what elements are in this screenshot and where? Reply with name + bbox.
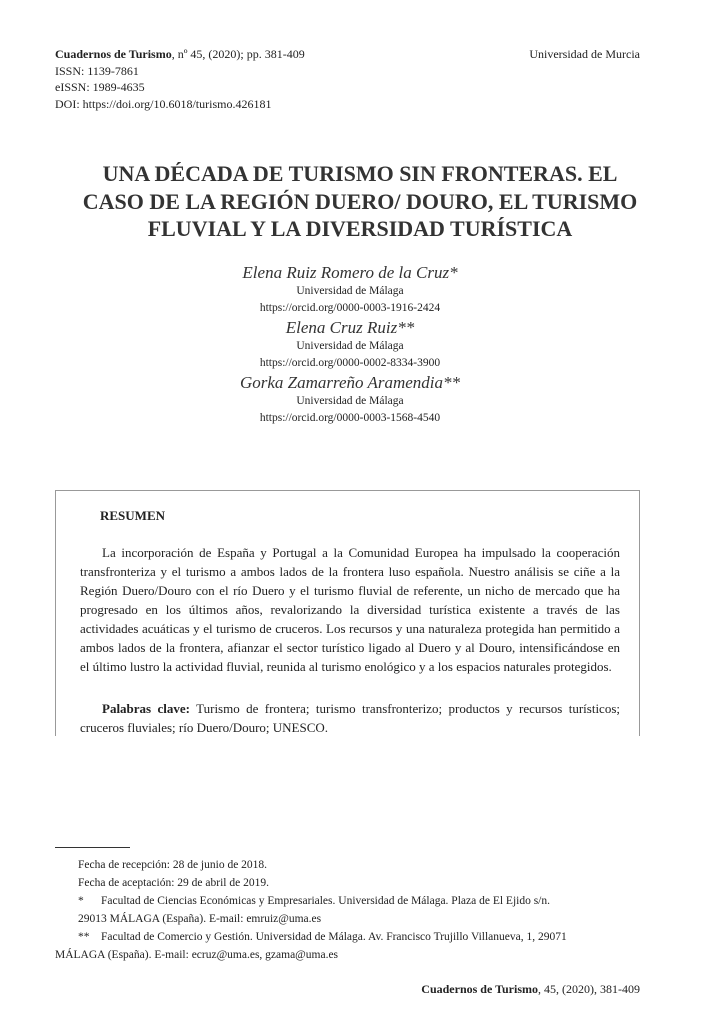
footnote-mark: *	[78, 895, 84, 907]
title-line-2: CASO DE LA REGIÓN DUERO/ DOURO, EL TURISMO	[82, 188, 638, 214]
doi-link[interactable]: DOI: https://doi.org/10.6018/turismo.426181	[55, 96, 272, 111]
footnote-1	[55, 892, 640, 910]
issn: ISSN: 1139-7861	[55, 63, 139, 78]
footnote-2-cont: MÁLAGA (España). E-mail: ecruz@uma.es, gzama@uma.es	[55, 949, 339, 961]
publisher: Universidad de Murcia	[529, 47, 640, 61]
journal-header	[55, 46, 305, 112]
footnote-divider	[55, 847, 130, 848]
author-affiliation: Universidad de Málaga	[296, 285, 404, 297]
footer-citation: , 45, (2020), 381-409	[538, 982, 640, 996]
journal-name: Cuadernos de Turismo	[55, 47, 172, 61]
author-orcid-link[interactable]: https://orcid.org/0000-0002-8334-3900	[259, 357, 441, 369]
received-date: Fecha de recepción: 28 de junio de 2018.	[78, 859, 268, 871]
footnote-2	[55, 928, 640, 946]
abstract-body: La incorporación de España y Portugal a la Comunidad Europea ha impulsado la cooperación transfronteriza y el turismo a ambos lados de la frontera luso española. Nuestro análisis se ciñe a la Región Duero/Douro con el río Duero y el turismo fluvial de referente, un nicho de mercado que ha progresado en los últimos años, revalorizando la diversidad turística existente a través de las actividades acuáticas y el turismo de cruceros. Los recursos y una naturaleza protegida han permitido a ambos lados de la frontera, afianzar el sector turístico ligado al Duero y al Douro, intensificándose en el último lustro la actividad fluvial, reunida al turismo enológico y a los espacios naturales protegidos.	[80, 545, 620, 674]
author-list	[0, 262, 700, 427]
abstract-heading: RESUMEN	[100, 508, 166, 523]
keywords-label: Palabras clave:	[102, 701, 190, 716]
footnote-mark: **	[78, 931, 90, 943]
footnote-text: Facultad de Ciencias Económicas y Empresariales. Universidad de Málaga. Plaza de El Ejido s/n.	[101, 895, 550, 907]
footnote-1-cont: 29013 MÁLAGA (España). E-mail: emruiz@uma.es	[78, 913, 322, 925]
footnote-text: Facultad de Comercio y Gestión. Universidad de Málaga. Av. Francisco Trujillo Villanueva, 1, 29071	[101, 931, 567, 943]
keywords	[80, 699, 620, 737]
eissn: eISSN: 1989-4635	[55, 80, 145, 94]
title-line-3: FLUVIAL Y LA DIVERSIDAD TURÍSTICA	[147, 216, 573, 241]
author-affiliation: Universidad de Málaga	[296, 340, 404, 352]
citation-line	[55, 46, 305, 63]
accepted-date: Fecha de aceptación: 29 de abril de 2019.	[78, 877, 269, 889]
author-name: Gorka Zamarreño Aramendia**	[239, 373, 461, 392]
author-orcid-link[interactable]: https://orcid.org/0000-0003-1916-2424	[259, 302, 441, 314]
author-orcid-link[interactable]: https://orcid.org/0000-0003-1568-4540	[259, 412, 441, 424]
citation-details: , nº 45, (2020); pp. 381-409	[171, 47, 305, 61]
footer-journal: Cuadernos de Turismo	[421, 982, 538, 996]
author-name: Elena Ruiz Romero de la Cruz*	[242, 263, 458, 282]
author-name: Elena Cruz Ruiz**	[285, 318, 415, 337]
paper-title	[40, 160, 680, 243]
title-line-1: UNA DÉCADA DE TURISMO SIN FRONTERAS. EL	[102, 161, 618, 186]
author-block	[0, 372, 700, 427]
author-block	[0, 317, 700, 372]
page-footer	[421, 982, 640, 997]
keywords-text: Turismo de frontera; turismo transfronterizo; productos y recursos turísticos; cruceros fluviales; río Duero/Douro; UNESCO.	[80, 701, 621, 735]
author-block	[0, 262, 700, 317]
footnotes	[55, 856, 640, 964]
author-affiliation: Universidad de Málaga	[296, 395, 404, 407]
